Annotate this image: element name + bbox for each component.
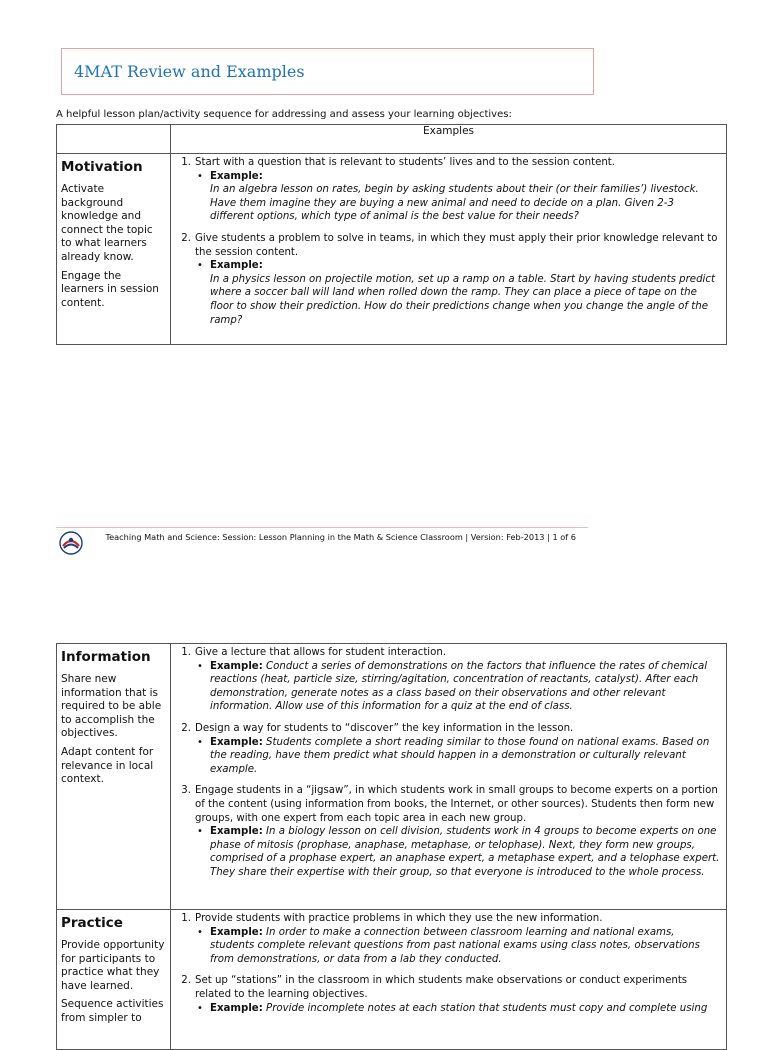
example-text: Provide incomplete notes at each station that students must copy and complete using bbox=[266, 1002, 708, 1014]
list-item bbox=[175, 156, 720, 224]
example-bullet: • Example: Conduct a series of demonstrations on the factors that influence the rates of chemical reactions (heat, particle size, stirring/agitation, concentration of reactants, catalyst). After each demonstration, generate notes as a class based on their observations and other relevant information. Allow use of this information for a quiz at the end of class. bbox=[197, 660, 708, 713]
example-text: Conduct a series of demonstrations on the factors that influence the rates of chemical reactions (heat, particle size, stirring/agitation, concentration of reactants, catalyst). After each demonstration, generate notes as a class based on their observations and other relevant information. Allow use of this information for a quiz at the end of class. bbox=[210, 660, 708, 713]
example-bullet: • Example: In order to make a connection between classroom learning and national exams, students complete relevant questions from past national exams using class notes, observations from demonstrations, or data from a lab they conducted. bbox=[197, 926, 700, 965]
footer-rule bbox=[56, 527, 588, 528]
list-item bbox=[175, 232, 720, 327]
list-item bbox=[175, 646, 720, 714]
information-row bbox=[57, 644, 727, 910]
phase-title-information: Information bbox=[61, 649, 151, 665]
item-text: Give students a problem to solve in teams, in which they must apply their prior knowledge relevant to the session content. bbox=[195, 232, 718, 258]
lesson-table-page-2 bbox=[56, 643, 727, 1050]
phase-desc: Sequence activities from simpler to bbox=[61, 998, 164, 1024]
example-text: In order to make a connection between classroom learning and national exams, students complete relevant questions from past national exams using class notes, observations from demonstrations, or data from a lab they conducted. bbox=[210, 926, 700, 965]
item-text: Give a lecture that allows for student interaction. bbox=[195, 647, 447, 658]
item-number: 3. bbox=[181, 785, 191, 797]
item-text: Set up “stations” in the classroom in which students make observations or conduct experiments related to the learning objectives. bbox=[195, 975, 688, 1000]
item-number: 1. bbox=[181, 647, 191, 658]
example-label: Example: bbox=[210, 826, 263, 838]
example-text: In a physics lesson on projectile motion, set up a ramp on a table. Start by having students predict where a soccer ball will land when rolled down the ramp. They can place a piece of tape on the floor to show their prediction. How do their predictions change when you change the angle of the ramp? bbox=[210, 273, 715, 326]
example-text: In an algebra lesson on rates, begin by asking students about their (or their families’) livestock. Have them imagine they are buying a new animal and need to decide on a plan. Given 2-3 different options, which type of animal is the best value for their needs? bbox=[210, 184, 699, 223]
phase-desc: Activate background knowledge and connect the topic to what learners already know. bbox=[61, 183, 153, 263]
phase-desc: Engage the learners in session content. bbox=[61, 269, 159, 309]
information-cell bbox=[57, 644, 171, 910]
table-corner bbox=[57, 125, 171, 154]
item-number: 2. bbox=[181, 722, 191, 734]
list-item bbox=[175, 912, 720, 966]
example-label: Example: bbox=[210, 170, 263, 182]
item-text: Design a way for students to “discover” the key information in the lesson. bbox=[195, 722, 574, 734]
phase-desc: Share new information that is required to be able to accomplish the objectives. bbox=[61, 673, 162, 740]
seal-icon bbox=[59, 531, 83, 555]
item-number: 1. bbox=[181, 157, 191, 168]
lesson-table-page-1 bbox=[56, 124, 727, 345]
example-label: Example: bbox=[210, 926, 263, 938]
item-number: 1. bbox=[181, 913, 191, 924]
item-text: Start with a question that is relevant to students’ lives and to the session content. bbox=[195, 157, 616, 168]
motivation-cell bbox=[57, 154, 171, 345]
item-number: 2. bbox=[181, 975, 191, 987]
document-title: 4MAT Review and Examples bbox=[74, 62, 305, 81]
intro-text: A helpful lesson plan/activity sequence for addressing and assess your learning objectives: bbox=[56, 109, 512, 120]
example-label: Example: bbox=[210, 1002, 263, 1014]
example-bullet: • Example: Students complete a short reading similar to those found on national exams. Based on the reading, have them predict what should happen in a demonstration or culturally relevant example. bbox=[197, 736, 710, 775]
phase-title-practice: Practice bbox=[61, 915, 123, 931]
phase-title-motivation: Motivation bbox=[61, 159, 143, 175]
example-text: In a biology lesson on cell division, students work in 4 groups to become experts on one phase of mitosis (prophase, anaphase, metaphase, or telophase). Next, they form new groups, comprised of a prophase expert, an anaphase expert, a metaphase expert, and a telophase expert. They share their expertise with their group, so that everyone is introduced to the whole process. bbox=[210, 826, 720, 878]
motivation-examples bbox=[171, 154, 727, 345]
title-box bbox=[61, 48, 594, 95]
phase-desc: Provide opportunity for participants to practice what they have learned. bbox=[61, 939, 165, 992]
example-label: Example: bbox=[210, 736, 263, 748]
example-bullet: • Example: In an algebra lesson on rates, begin by asking students about their (or their families’) livestock. Have them imagine they are buying a new animal and need to decide on a plan. Given 2-3 different options, which type of animal is the best value for their needs? bbox=[197, 170, 699, 223]
list-item bbox=[175, 722, 720, 776]
phase-desc: Adapt content for relevance in local context. bbox=[61, 745, 154, 786]
practice-examples bbox=[171, 910, 727, 1050]
example-bullet: • Example: In a biology lesson on cell division, students work in 4 groups to become experts on one phase of mitosis (prophase, anaphase, metaphase, or telophase). Next, they form new groups, comprised of a prophase expert, an anaphase expert, a metaphase expert, and a telophase expert. They share their expertise with their group, so that everyone is introduced to the whole process. bbox=[197, 826, 720, 878]
example-bullet: • Example: Provide incomplete notes at each station that students must copy and complete using bbox=[197, 1002, 708, 1014]
footer-text: Teaching Math and Science: Session: Lesson Planning in the Math & Science Classroom | Version: Feb-2013 | 1 of 6 bbox=[105, 532, 576, 542]
example-label: Example: bbox=[210, 260, 263, 272]
item-number: 2. bbox=[181, 232, 191, 244]
examples-header: Examples bbox=[171, 125, 727, 154]
motivation-row bbox=[57, 154, 727, 345]
list-item bbox=[175, 784, 720, 879]
example-label: Example: bbox=[210, 660, 263, 672]
item-text: Engage students in a “jigsaw”, in which students work in small groups to become experts on a portion of the content (using information from books, the Internet, or other sources). Students then form new groups, with one expert from each topic area in each new group. bbox=[195, 785, 718, 824]
practice-cell bbox=[57, 910, 171, 1050]
information-examples bbox=[171, 644, 727, 910]
example-text: Students complete a short reading similar to those found on national exams. Based on the reading, have them predict what should happen in a demonstration or culturally relevant example. bbox=[210, 736, 710, 775]
practice-row bbox=[57, 910, 727, 1050]
list-item bbox=[175, 974, 720, 1015]
item-text: Provide students with practice problems in which they use the new information. bbox=[195, 913, 603, 924]
example-bullet: • Example: In a physics lesson on projectile motion, set up a ramp on a table. Start by having students predict where a soccer ball will land when rolled down the ramp. They can place a piece of tape on the floor to show their prediction. How do their predictions change when you change the angle of the ramp? bbox=[197, 260, 715, 326]
